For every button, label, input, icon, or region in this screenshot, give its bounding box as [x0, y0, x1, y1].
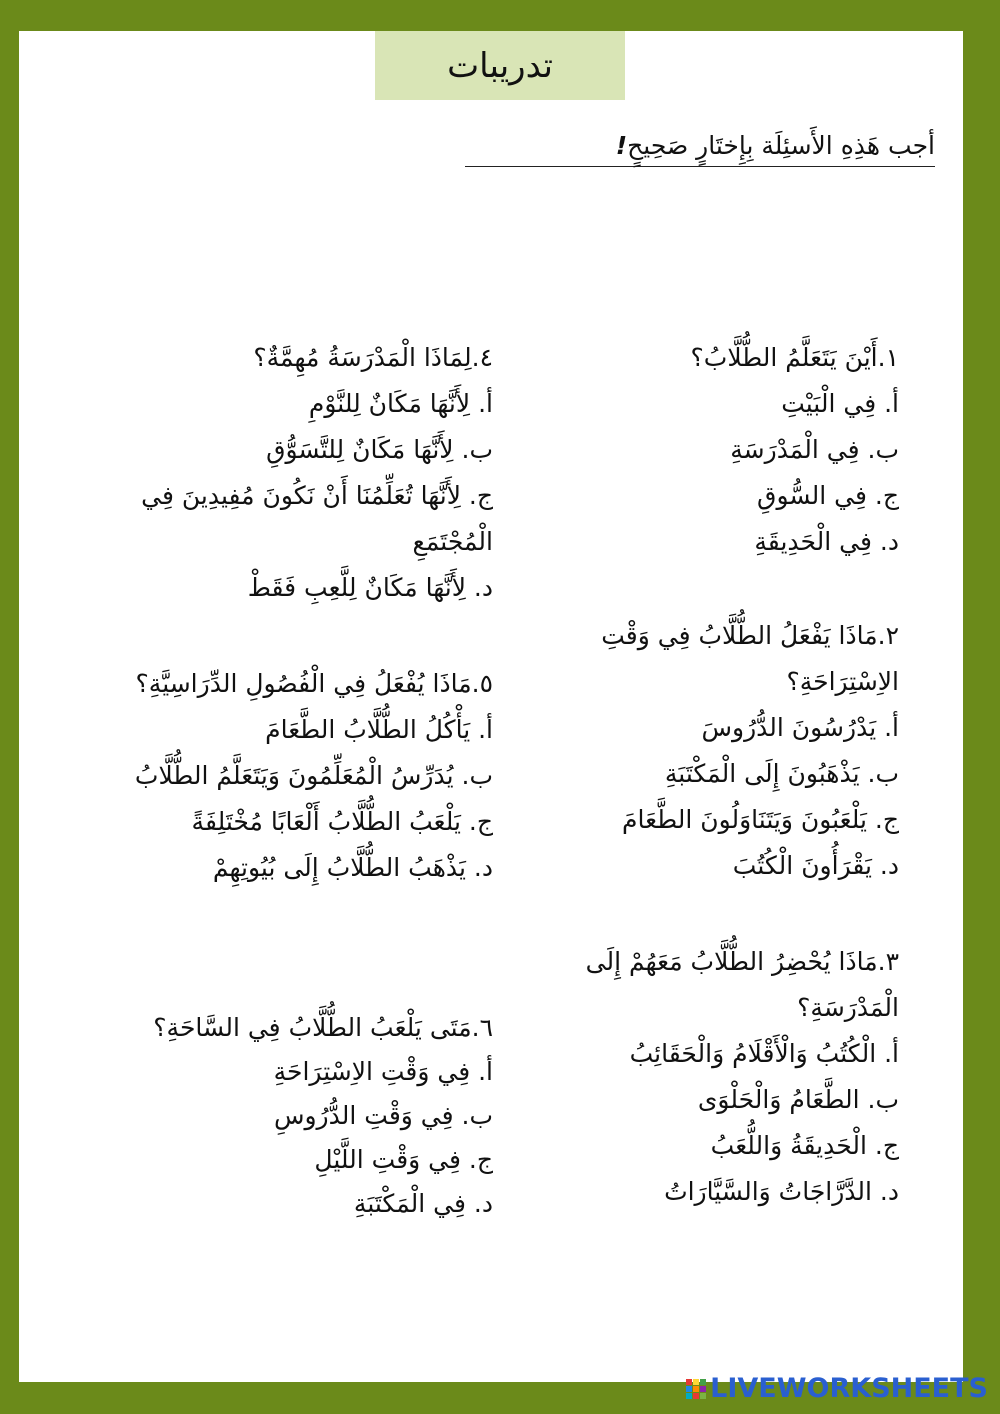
- answer-option[interactable]: ب. الطَّعَامُ وَالْحَلْوَى: [697, 1085, 899, 1114]
- answer-option[interactable]: ج. فِي وَقْتِ اللَّيْلِ: [314, 1145, 493, 1174]
- answer-option[interactable]: أ. فِي وَقْتِ الاِسْتِرَاحَةِ: [273, 1057, 493, 1086]
- instruction-mark: !: [615, 131, 628, 160]
- answer-option[interactable]: أ. لِأَنَّهَا مَكَانٌ لِلنَّوْمِ: [308, 389, 493, 418]
- question-2: [489, 613, 899, 889]
- instruction-text: أجب هَذِهِ الأَسئِلَة بِإِختَارٍ صَحِيحٍ: [627, 131, 935, 160]
- answer-option[interactable]: ب. يَذْهَبُونَ إِلَى الْمَكْتَبَةِ: [664, 759, 899, 788]
- logo-square: [693, 1386, 699, 1392]
- answer-option[interactable]: ج. فِي السُّوقِ: [757, 481, 899, 510]
- instruction: [465, 131, 935, 167]
- logo-square: [686, 1393, 692, 1399]
- answer-option[interactable]: د. فِي الْمَكْتَبَةِ: [353, 1189, 493, 1218]
- answer-option[interactable]: د. لِأَنَّهَا مَكَانٌ لِلَّعِبِ فَقَطْ: [247, 573, 493, 602]
- answer-option[interactable]: ج. يَلْعَبُونَ وَيَتَنَاوَلُونَ الطَّعَامَ: [622, 805, 899, 834]
- liveworksheets-logo-icon: [686, 1379, 706, 1399]
- logo-square: [693, 1393, 699, 1399]
- logo-square: [686, 1379, 692, 1385]
- question-1: [489, 335, 899, 565]
- answer-option[interactable]: د. يَقْرَأُونَ الْكُتُبَ: [732, 851, 899, 880]
- question-stem: ٥.مَاذَا يُفْعَلُ فِي الْفُصُولِ الدِّرَاسِيَّةِ؟: [135, 669, 493, 698]
- answer-option[interactable]: ب. فِي الْمَدْرَسَةِ: [730, 435, 899, 464]
- answer-option[interactable]: ب. فِي وَقْتِ الدُّرُوسِ: [273, 1101, 493, 1130]
- question-stem: ١.أَيْنَ يَتَعَلَّمُ الطُّلَّابُ؟: [690, 343, 899, 372]
- liveworksheets-watermark: [686, 1373, 988, 1404]
- logo-square: [700, 1379, 706, 1385]
- answer-option[interactable]: د. يَذْهَبُ الطُّلَّابُ إِلَى بُيُوتِهِمْ: [212, 853, 493, 882]
- answer-option[interactable]: د. الدَّرَّاجَاتُ وَالسَّيَّارَاتُ: [664, 1177, 899, 1206]
- logo-square: [700, 1386, 706, 1392]
- logo-square: [700, 1393, 706, 1399]
- answer-option[interactable]: أ. الْكُتُبُ وَالْأَقْلَامُ وَالْحَقَائِبُ: [629, 1039, 899, 1068]
- question-stem: ٤.لِمَاذَا الْمَدْرَسَةُ مُهِمَّةٌ؟: [253, 343, 493, 372]
- question-stem: ٣.مَاذَا يُحْضِرُ الطُّلَّابُ مَعَهُمْ إِلَى الْمَدْرَسَةِ؟: [585, 947, 899, 1022]
- question-6: [73, 1006, 493, 1226]
- answer-option[interactable]: ب. يُدَرِّسُ الْمُعَلِّمُونَ وَيَتَعَلَّمُ الطُّلَّابُ: [134, 761, 493, 790]
- answer-option[interactable]: ج. الْحَدِيقَةُ وَاللُّعَبُ: [710, 1131, 899, 1160]
- worksheet-page: [19, 31, 963, 1382]
- answer-option[interactable]: ب. لِأَنَّهَا مَكَانٌ لِلتَّسَوُّقِ: [266, 435, 493, 464]
- question-4: [73, 335, 493, 611]
- worksheet-title: تدريبات: [375, 31, 625, 100]
- logo-square: [693, 1379, 699, 1385]
- question-5: [73, 661, 493, 891]
- answer-option[interactable]: د. فِي الْحَدِيقَةِ: [754, 527, 899, 556]
- question-stem: ٢.مَاذَا يَفْعَلُ الطُّلَّابُ فِي وَقْتِ الاِسْتِرَاحَةِ؟: [601, 621, 899, 696]
- answer-option[interactable]: ج. لِأَنَّهَا تُعَلِّمُنَا أَنْ نَكُونَ مُفِيدِينَ فِي الْمُجْتَمَعِ: [141, 481, 493, 556]
- brand-name: LIVEWORKSHEETS: [710, 1373, 988, 1404]
- answer-option[interactable]: أ. يَأْكُلُ الطُّلَّابُ الطَّعَامَ: [265, 715, 493, 744]
- answer-option[interactable]: أ. فِي الْبَيْتِ: [781, 389, 899, 418]
- question-3: [489, 939, 899, 1215]
- answer-option[interactable]: ج. يَلْعَبُ الطُّلَّابُ أَلْعَابًا مُخْتَلِفَةً: [191, 807, 493, 836]
- answer-option[interactable]: أ. يَدْرُسُونَ الدُّرُوسَ: [701, 713, 899, 742]
- question-stem: ٦.مَتَى يَلْعَبُ الطُّلَّابُ فِي السَّاحَةِ؟: [153, 1013, 493, 1042]
- logo-square: [686, 1386, 692, 1392]
